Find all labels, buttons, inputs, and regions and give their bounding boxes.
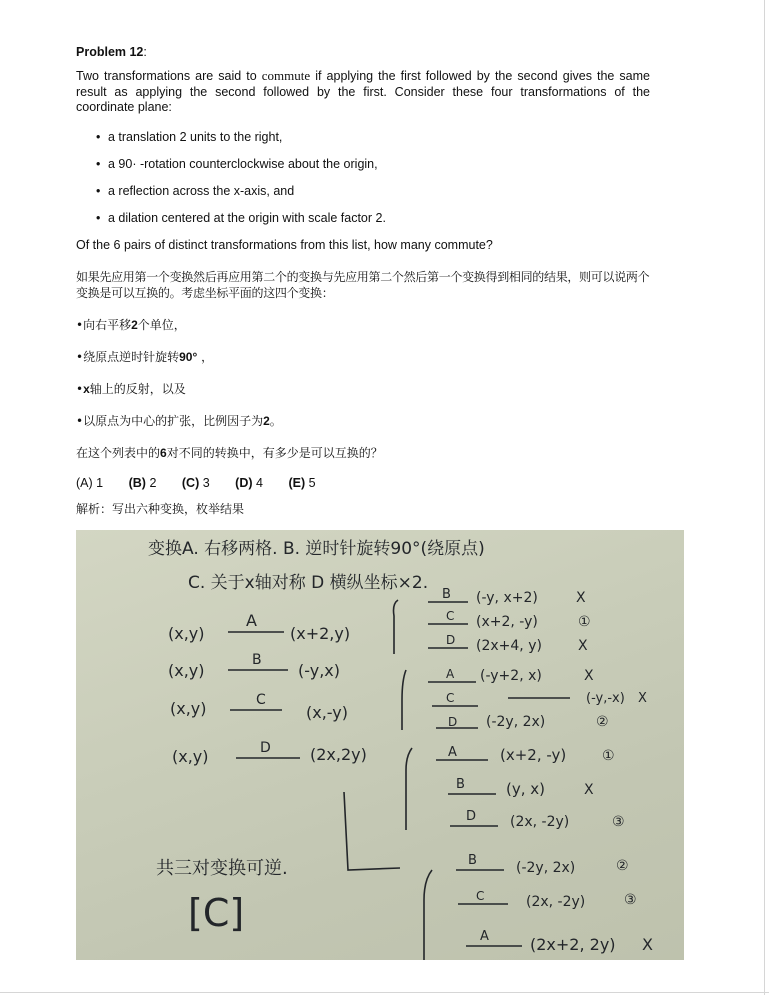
hw-right-op: B xyxy=(442,587,451,602)
choice-label: (E) xyxy=(288,475,306,490)
bullet-dot-icon: • xyxy=(96,129,101,144)
hw-row-result: (-y,x) xyxy=(298,661,340,680)
chinese-item-pre: •向右平移 xyxy=(76,317,132,332)
hw-right-mark: ① xyxy=(602,748,615,764)
page-bottom-border xyxy=(0,992,769,993)
choice-value: 3 xyxy=(202,475,210,490)
hw-conclusion: 共三对变换可逆. xyxy=(156,858,288,879)
hw-right-op: A xyxy=(446,667,455,681)
hw-right-mark: X xyxy=(642,935,653,954)
hw-right-mark: ① xyxy=(578,614,591,630)
chinese-item-post: 轴上的反射，以及 xyxy=(89,381,186,396)
bullet-dot-icon: • xyxy=(96,156,101,171)
hw-row-input: (x,y) xyxy=(172,747,209,766)
bullet-text: a 90· -rotation counterclockwise about the origin, xyxy=(108,156,378,171)
hw-answer: [C] xyxy=(188,891,245,935)
chinese-item-post: 个单位， xyxy=(137,317,186,332)
hw-row-input: (x,y) xyxy=(170,699,207,718)
chinese-item-bold: 90° xyxy=(179,349,198,364)
hw-row-op: A xyxy=(246,611,257,630)
hw-bracket-icon xyxy=(394,600,399,654)
hw-left-row xyxy=(172,740,367,766)
hw-right-mark: ② xyxy=(616,858,629,874)
chinese-item-pre: •以原点为中心的扩张，比例因子为 xyxy=(76,413,264,428)
hw-row-result: (x,-y) xyxy=(306,703,348,722)
hw-right-result: (2x+4, y) xyxy=(476,638,542,654)
hw-right-op: A xyxy=(480,929,489,944)
hw-right-op: B xyxy=(468,853,477,868)
hw-right-result: (2x+2, 2y) xyxy=(530,935,616,954)
chinese-item-bold: x xyxy=(83,381,90,396)
choice-value: 1 xyxy=(96,475,104,490)
hw-right-op: D xyxy=(448,715,458,729)
hw-right-mark: X xyxy=(584,668,594,684)
hw-right-result: (x+2, -y) xyxy=(476,614,538,630)
choice-a xyxy=(76,475,103,491)
list-item xyxy=(96,157,650,172)
hw-right-op: D xyxy=(446,633,456,647)
handwriting-canvas xyxy=(76,530,684,960)
choice-d xyxy=(235,475,263,491)
hw-header-line1: 变换A. 右移两格. B. 逆时针旋转90°(绕原点) xyxy=(148,539,485,559)
hw-right-result: (x+2, -y) xyxy=(500,746,567,764)
answer-choices xyxy=(76,475,650,491)
list-item xyxy=(96,130,650,145)
hw-left-row xyxy=(168,611,350,643)
hw-row-result: (x+2,y) xyxy=(290,624,351,643)
bullet-dot-icon: • xyxy=(96,183,101,198)
choice-value: 4 xyxy=(256,475,263,490)
hw-bracket-icon xyxy=(402,670,406,730)
hw-right-result: (y, x) xyxy=(506,780,545,798)
bullet-text: a translation 2 units to the right, xyxy=(108,129,283,144)
chinese-item xyxy=(76,317,650,333)
chinese-item-post: ， xyxy=(197,349,214,364)
choice-label: (B) xyxy=(128,475,146,490)
hw-right-mark: ② xyxy=(596,714,609,730)
problem-title-colon: : xyxy=(143,45,147,59)
hw-bracket-icon xyxy=(424,870,432,960)
chinese-question xyxy=(76,445,650,461)
list-item xyxy=(96,211,650,226)
choice-e xyxy=(288,475,315,491)
intro-part1: Two transformations are said to xyxy=(76,69,262,83)
choice-label: (C) xyxy=(181,475,200,490)
hw-right-op: C xyxy=(446,609,455,623)
choice-label: (A) xyxy=(76,475,93,490)
intro-part2: if applying the first followed by the second gives the same result as applying the second followed by the first. Consider these four transformations of the coordinate plane: xyxy=(76,69,650,114)
transformations-list xyxy=(96,130,650,226)
hw-right-op: D xyxy=(466,809,477,824)
hw-right-result: (-y+2, x) xyxy=(480,668,542,684)
bullet-dot-icon: • xyxy=(96,210,101,225)
bullet-text: a reflection across the x-axis, and xyxy=(108,183,295,198)
hw-left-row xyxy=(170,692,348,722)
hw-right-mark: X xyxy=(578,638,588,654)
document-content xyxy=(76,44,650,517)
hw-row-op: B xyxy=(252,652,262,668)
hw-connector-icon xyxy=(344,792,400,870)
hw-right-result: (-2y, 2x) xyxy=(486,714,546,730)
commute-term: commute xyxy=(261,68,311,83)
chinese-item xyxy=(76,413,650,429)
hw-row-op: D xyxy=(260,740,271,756)
hw-row-input: (x,y) xyxy=(168,661,205,680)
choice-b xyxy=(129,475,157,491)
hw-right-op: C xyxy=(446,691,455,705)
hw-row-result: (2x,2y) xyxy=(310,745,367,764)
hw-right-result: (-2y, 2x) xyxy=(516,860,576,876)
chinese-item-bold: 2 xyxy=(263,413,270,428)
analysis-text: 解析：写出六种变换，枚举结果 xyxy=(76,501,245,516)
hw-right-mark: X xyxy=(576,590,586,606)
hw-row-input: (x,y) xyxy=(168,624,205,643)
problem-intro xyxy=(76,68,650,116)
hw-right-op: B xyxy=(456,777,465,792)
problem-title-text: Problem 12 xyxy=(76,45,144,59)
chinese-item-pre: •绕原点逆时针旋转 xyxy=(76,349,180,364)
choice-label: (D) xyxy=(235,475,253,490)
chinese-question-post: 对不同的转换中，有多少是可以互换的？ xyxy=(166,445,383,460)
hw-right-result: (-y,-x) xyxy=(586,691,625,706)
chinese-item xyxy=(76,349,650,365)
hw-left-row xyxy=(168,652,340,680)
bullet-text: a dilation centered at the origin with scale factor 2. xyxy=(108,210,386,225)
chinese-item-post: 。 xyxy=(269,413,282,428)
hw-header-line2: C. 关于x轴对称 D 横纵坐标×2. xyxy=(188,573,429,593)
problem-question: Of the 6 pairs of distinct transformations from this list, how many commute? xyxy=(76,237,493,252)
hw-right-results xyxy=(428,587,653,954)
page-right-border xyxy=(764,0,765,995)
choice-c xyxy=(182,475,210,491)
hw-right-op: C xyxy=(476,889,485,903)
hw-right-mark: ③ xyxy=(624,892,637,908)
list-item xyxy=(96,184,650,199)
problem-title xyxy=(76,44,650,60)
hw-right-op: A xyxy=(448,745,457,760)
hw-right-result: (-y, x+2) xyxy=(476,590,538,606)
hw-right-mark: X xyxy=(584,782,594,798)
hw-row-op: C xyxy=(256,692,266,708)
chinese-intro: 如果先应用第一个变换然后再应用第二个的变换与先应用第二个然后第一个变换得到相同的结果，则可以说两个变换是可以互换的。考虑坐标平面的这四个变换： xyxy=(76,269,650,300)
chinese-item-pre: • xyxy=(76,381,84,396)
hw-right-result: (2x, -2y) xyxy=(510,814,570,830)
chinese-question-pre: 在这个列表中的 xyxy=(76,445,161,460)
hw-right-result: (2x, -2y) xyxy=(526,894,586,910)
hw-right-mark: X xyxy=(638,691,647,706)
choice-value: 2 xyxy=(149,475,157,490)
chinese-item-bold: 2 xyxy=(131,317,138,332)
chinese-item xyxy=(76,381,650,397)
choice-value: 5 xyxy=(308,475,316,490)
hw-bracket-icon xyxy=(406,748,412,830)
chinese-question-bold: 6 xyxy=(160,445,167,460)
handwritten-solution-photo xyxy=(76,530,684,960)
hw-right-mark: ③ xyxy=(612,814,625,830)
